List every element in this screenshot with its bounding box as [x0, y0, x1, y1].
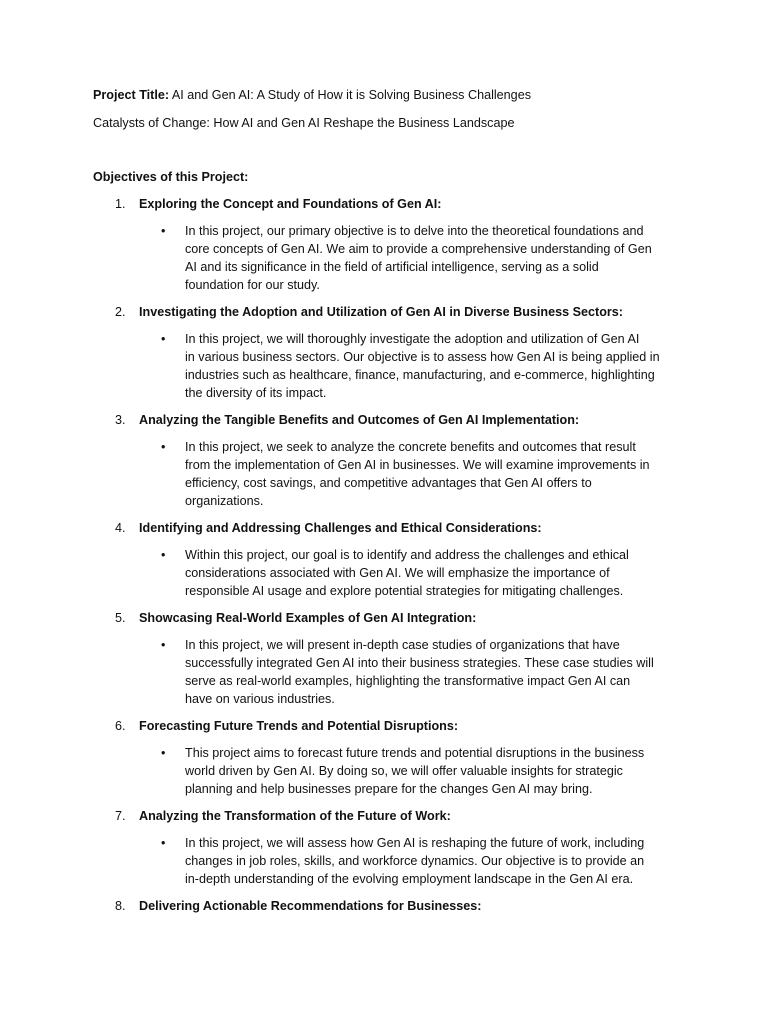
- bullet-icon: •: [161, 440, 166, 454]
- objective-description-line: foundation for our study.: [185, 278, 320, 292]
- bullet-icon: •: [161, 332, 166, 346]
- objective-description-line: In this project, we will present in-depth case studies of organizations that have: [185, 638, 620, 652]
- objective-description-line: in various business sectors. Our objective is to assess how Gen AI is being applied in: [185, 350, 660, 364]
- objective-heading: [93, 195, 683, 213]
- objective-number: 6.: [115, 719, 126, 733]
- objective-number: 3.: [115, 413, 126, 427]
- objective-item: [93, 519, 683, 600]
- objective-heading-text: Showcasing Real-World Examples of Gen AI Integration:: [139, 611, 477, 625]
- objective-description-line: This project aims to forecast future trends and potential disruptions in the business: [185, 746, 645, 760]
- bullet-icon: •: [161, 746, 166, 760]
- bullet-icon: •: [161, 548, 166, 562]
- objective-heading-text: Delivering Actionable Recommendations for Businesses:: [139, 899, 482, 913]
- objective-description-line: planning and help businesses prepare for the changes Gen AI may bring.: [185, 782, 593, 796]
- objective-bullet-item: [93, 744, 683, 798]
- objective-heading: [93, 519, 683, 537]
- objective-bullet-item: [93, 834, 683, 888]
- objective-bullet-item: [93, 438, 683, 510]
- objective-description-line: changes in job roles, skills, and workforce dynamics. Our objective is to provide an: [185, 854, 645, 868]
- objective-description-line: have on various industries.: [185, 692, 335, 706]
- objective-bullet-item: [93, 636, 683, 708]
- objective-heading-text: Analyzing the Transformation of the Future of Work:: [139, 809, 451, 823]
- objective-item: [93, 807, 683, 888]
- objective-item: [93, 411, 683, 510]
- objective-description-line: In this project, we will assess how Gen AI is reshaping the future of work, including: [185, 836, 645, 850]
- objective-description-line: Within this project, our goal is to identify and address the challenges and ethical: [185, 548, 629, 562]
- objective-heading: [93, 897, 683, 915]
- objective-heading-text: Analyzing the Tangible Benefits and Outcomes of Gen AI Implementation:: [139, 413, 580, 427]
- document-page: [93, 86, 683, 924]
- objective-description-line: serve as real-world examples, highlighting the transformative impact Gen AI can: [185, 674, 631, 688]
- objective-number: 2.: [115, 305, 126, 319]
- objective-bullet-item: [93, 330, 683, 402]
- objective-description-line: successfully integrated Gen AI into their business strategies. These case studies will: [185, 656, 654, 670]
- objective-number: 1.: [115, 197, 126, 211]
- objective-description-line: from the implementation of Gen AI in businesses. We will examine improvements in: [185, 458, 650, 472]
- objective-description-line: industries such as healthcare, finance, manufacturing, and e-commerce, highlighting: [185, 368, 655, 382]
- objective-number: 8.: [115, 899, 126, 913]
- objective-heading: [93, 303, 683, 321]
- objective-item: [93, 717, 683, 798]
- objective-description-line: organizations.: [185, 494, 264, 508]
- bullet-icon: •: [161, 638, 166, 652]
- objective-description-line: responsible AI usage and explore potential strategies for mitigating challenges.: [185, 584, 624, 598]
- objectives-heading: Objectives of this Project:: [93, 170, 249, 184]
- objective-description-line: In this project, we seek to analyze the concrete benefits and outcomes that result: [185, 440, 636, 454]
- objective-number: 5.: [115, 611, 126, 625]
- bullet-icon: •: [161, 224, 166, 238]
- objective-description-line: the diversity of its impact.: [185, 386, 327, 400]
- objective-heading: [93, 609, 683, 627]
- project-subtitle: Catalysts of Change: How AI and Gen AI Reshape the Business Landscape: [93, 116, 515, 130]
- objective-number: 4.: [115, 521, 126, 535]
- objective-item: [93, 897, 683, 915]
- objectives-list: [93, 195, 683, 915]
- objective-item: [93, 303, 683, 402]
- objective-description-line: world driven by Gen AI. By doing so, we will offer valuable insights for strategic: [185, 764, 623, 778]
- project-title-label: Project Title:: [93, 88, 170, 102]
- objective-item: [93, 195, 683, 294]
- objective-heading: [93, 411, 683, 429]
- objective-description-line: In this project, our primary objective is to delve into the theoretical foundations and: [185, 224, 644, 238]
- objective-heading: [93, 717, 683, 735]
- objective-heading: [93, 807, 683, 825]
- project-title-line: [93, 86, 683, 104]
- objective-heading-text: Exploring the Concept and Foundations of Gen AI:: [139, 197, 442, 211]
- project-title-text: AI and Gen AI: A Study of How it is Solving Business Challenges: [169, 88, 531, 102]
- objective-item: [93, 609, 683, 708]
- objective-description-line: in-depth understanding of the evolving employment landscape in the Gen AI era.: [185, 872, 634, 886]
- objective-description-line: AI and its significance in the field of artificial intelligence, serving as a solid: [185, 260, 599, 274]
- objective-bullet-item: [93, 222, 683, 294]
- objective-bullet-item: [93, 546, 683, 600]
- objective-heading-text: Investigating the Adoption and Utilization of Gen AI in Diverse Business Sectors:: [139, 305, 623, 319]
- objective-description-line: core concepts of Gen AI. We aim to provide a comprehensive understanding of Gen: [185, 242, 652, 256]
- objective-description-line: In this project, we will thoroughly investigate the adoption and utilization of Gen AI: [185, 332, 640, 346]
- bullet-icon: •: [161, 836, 166, 850]
- objective-description-line: considerations associated with Gen AI. We will emphasize the importance of: [185, 566, 610, 580]
- objective-number: 7.: [115, 809, 126, 823]
- objective-heading-text: Identifying and Addressing Challenges and Ethical Considerations:: [139, 521, 542, 535]
- objective-description-line: efficiency, cost savings, and competitive advantages that Gen AI offers to: [185, 476, 592, 490]
- objective-heading-text: Forecasting Future Trends and Potential Disruptions:: [139, 719, 459, 733]
